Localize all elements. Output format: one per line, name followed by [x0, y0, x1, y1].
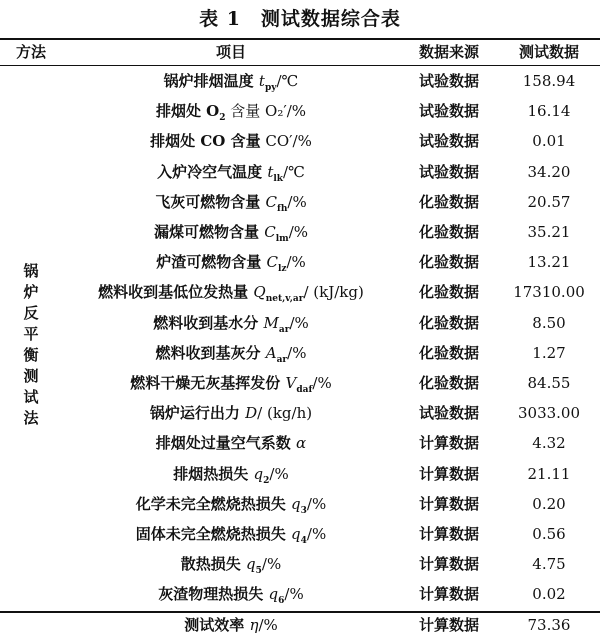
row-unit: / (kJ/kg) [303, 283, 364, 302]
row-value: 4.75 [532, 555, 566, 574]
row-value: 20.57 [527, 192, 571, 211]
table-row [0, 308, 600, 338]
row-unit: CO′/% [260, 132, 312, 151]
row-symbol: t [258, 72, 265, 90]
row-source: 化验数据 [418, 283, 479, 302]
row-label: 锅炉运行出力 [149, 404, 240, 423]
row-source: 计算数据 [418, 525, 479, 543]
row-label: 锅炉排烟温度 [163, 72, 254, 90]
row-unit: /% [289, 313, 309, 332]
row-symbol: α [296, 434, 307, 453]
row-symbol: A [265, 343, 277, 362]
row-value: 0.02 [532, 585, 566, 604]
table-row [0, 126, 600, 156]
row-item [62, 308, 400, 338]
row-value: 34.20 [527, 162, 571, 181]
row-symbol: q [291, 525, 301, 543]
row-subscript: lm [275, 234, 289, 244]
row-label: 炉渣可燃物含量 [156, 253, 262, 272]
row-item [62, 519, 400, 549]
row-item [62, 66, 400, 96]
row-symbol: M [263, 313, 279, 332]
row-subscript: ar [278, 324, 290, 335]
row-item [62, 368, 400, 398]
row-label: 飞灰可燃物含量 [155, 192, 261, 211]
row-subscript: net,v,ar [265, 294, 304, 305]
row-item [62, 428, 400, 458]
row-subscript: 6 [278, 596, 285, 607]
row-item [62, 610, 400, 640]
row-label: 排烟处 O [155, 102, 220, 121]
row-label: 燃料收到基水分 [153, 313, 259, 332]
method-char: 法 [23, 409, 39, 427]
row-unit: /% [286, 253, 306, 272]
row-subscript: 5 [255, 566, 262, 577]
row-symbol: q [253, 464, 264, 483]
row-source: 化验数据 [418, 192, 479, 211]
row-value: 17310.00 [513, 283, 585, 302]
row-subscript: daf [296, 385, 313, 395]
header-method: 方法 [15, 43, 46, 61]
row-item [62, 398, 400, 428]
row-value: 0.56 [532, 525, 566, 543]
table-row [0, 277, 600, 307]
row-value: 13.21 [527, 253, 571, 272]
row-symbol: η [249, 615, 259, 634]
row-unit: /% [306, 525, 327, 543]
table-row [0, 187, 600, 217]
method-char: 测 [23, 367, 39, 385]
method-char: 平 [23, 325, 39, 343]
row-subscript: 3 [300, 505, 307, 516]
row-unit: /% [284, 585, 304, 604]
row-label: 灰渣物理热损失 [158, 585, 264, 604]
method-char: 试 [23, 388, 39, 406]
row-source: 试验数据 [418, 102, 479, 121]
row-item [62, 126, 400, 156]
row-item [62, 579, 400, 609]
row-label: 化学未完全燃烧热损失 [135, 494, 286, 513]
row-value: 0.01 [532, 132, 566, 151]
header-value: 测试数据 [518, 43, 579, 61]
row-unit: / (kg/h) [257, 404, 313, 423]
row-label: 燃料收到基低位发热量 [98, 283, 249, 302]
row-item [62, 217, 400, 247]
row-source: 计算数据 [418, 434, 479, 453]
row-source: 试验数据 [418, 132, 479, 151]
row-item [62, 489, 400, 519]
table-row [0, 610, 600, 640]
table-row [0, 489, 600, 519]
row-label: 排烟处 CO 含量 [150, 132, 261, 151]
row-unit: /℃ [283, 162, 305, 181]
table-row [0, 459, 600, 489]
table-row [0, 157, 600, 187]
row-value: 21.11 [527, 464, 571, 483]
row-symbol: q [268, 585, 279, 604]
row-symbol: q [246, 555, 256, 574]
row-unit: 含量 O₂′/% [225, 102, 307, 121]
row-label: 排烟热损失 [173, 464, 249, 483]
row-unit: /% [306, 494, 327, 513]
row-unit: /% [312, 374, 332, 392]
table-row [0, 96, 600, 126]
method-char: 反 [23, 304, 39, 322]
table-row [0, 428, 600, 458]
row-source: 计算数据 [418, 494, 479, 513]
row-item [62, 187, 400, 217]
row-symbol: D [245, 404, 258, 423]
table-row [0, 217, 600, 247]
row-value: 73.36 [527, 615, 571, 634]
row-item [62, 277, 400, 307]
row-symbol: Q [253, 283, 266, 302]
row-source: 试验数据 [418, 72, 479, 90]
header-source: 数据来源 [418, 43, 479, 61]
row-label: 散热损失 [180, 555, 241, 574]
table-row [0, 368, 600, 398]
row-source: 试验数据 [418, 162, 479, 181]
row-unit: /% [288, 223, 308, 241]
row-symbol: t [267, 162, 274, 181]
row-value: 84.55 [527, 374, 571, 392]
row-value: 1.27 [532, 343, 566, 362]
row-value: 8.50 [532, 313, 566, 332]
row-symbol: q [291, 494, 301, 513]
row-item [62, 549, 400, 579]
row-symbol: C [265, 192, 277, 211]
row-subscript: ar [276, 354, 288, 365]
row-subscript: 4 [300, 536, 307, 546]
row-value: 35.21 [527, 223, 571, 241]
table-title: 表 1 测试数据综合表 [199, 8, 401, 30]
method-char: 锅 [23, 262, 39, 280]
row-source: 化验数据 [418, 313, 479, 332]
row-subscript: 2 [263, 475, 270, 486]
row-source: 计算数据 [418, 555, 479, 574]
row-item [62, 247, 400, 277]
row-source: 计算数据 [418, 615, 479, 634]
row-source: 化验数据 [418, 223, 479, 241]
row-value: 3033.00 [517, 404, 581, 423]
header-item: 项目 [215, 43, 246, 61]
row-label: 入炉冷空气温度 [157, 162, 263, 181]
table-row [0, 398, 600, 428]
row-unit: /% [287, 343, 307, 362]
row-item [62, 157, 400, 187]
method-char: 衡 [23, 346, 39, 364]
row-source: 试验数据 [418, 404, 479, 423]
table-row [0, 549, 600, 579]
method-char: 炉 [23, 283, 39, 301]
row-subscript: py [264, 83, 277, 93]
row-symbol: V [285, 374, 297, 392]
row-symbol: C [266, 253, 278, 272]
row-label: 燃料干燥无灰基挥发份 [130, 374, 281, 392]
row-source: 化验数据 [418, 343, 479, 362]
row-unit: /% [258, 615, 278, 634]
row-item [62, 96, 400, 126]
row-value: 158.94 [522, 72, 576, 90]
row-label: 固体未完全燃烧热损失 [135, 525, 286, 543]
row-value: 4.32 [532, 434, 566, 453]
row-subscript: fh [277, 203, 288, 214]
row-symbol: C [264, 223, 276, 241]
row-source: 化验数据 [418, 374, 479, 392]
table-row [0, 519, 600, 549]
row-unit: /% [287, 192, 307, 211]
row-label: 排烟处过量空气系数 [155, 434, 291, 453]
row-item [62, 338, 400, 368]
row-label: 燃料收到基灰分 [155, 343, 261, 362]
row-value: 16.14 [527, 102, 571, 121]
row-source: 计算数据 [418, 464, 479, 483]
row-unit: /% [269, 464, 289, 483]
row-source: 化验数据 [418, 253, 479, 272]
row-label: 测试效率 [184, 615, 245, 634]
row-subscript: lz [277, 264, 287, 275]
table-row [0, 66, 600, 96]
row-item [62, 459, 400, 489]
row-value: 0.20 [532, 494, 566, 513]
row-label: 漏煤可燃物含量 [154, 223, 260, 241]
row-source: 计算数据 [418, 585, 479, 604]
table-row [0, 247, 600, 277]
row-subscript: 2 [219, 113, 226, 124]
row-unit: /% [261, 555, 282, 574]
table-row [0, 338, 600, 368]
row-subscript: lk [273, 173, 284, 184]
table-row [0, 579, 600, 609]
row-unit: /℃ [276, 72, 299, 90]
